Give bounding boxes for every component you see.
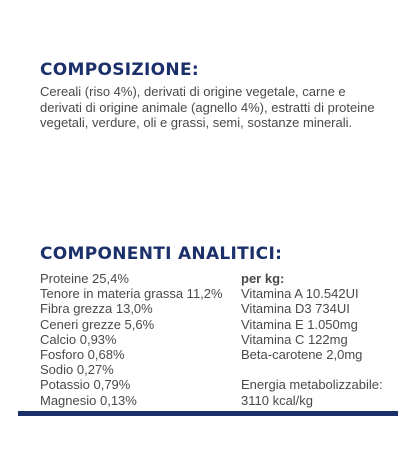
analytic-sodium: Sodio 0,27%: [40, 362, 114, 378]
additive-beta-carotene: Beta-carotene 2,0mg: [241, 347, 363, 363]
analytic-potassium: Potassio 0,79%: [40, 377, 131, 393]
composition-title: COMPOSIZIONE:: [40, 60, 199, 80]
analytic-ash: Ceneri grezze 5,6%: [40, 316, 155, 332]
analytic-magnesium: Magnesio 0,13%: [40, 392, 137, 408]
analytics-left-list: [40, 271, 223, 408]
analytics-right-list: [241, 271, 383, 408]
energy-value: 3110 kcal/kg: [241, 392, 314, 408]
analytic-calcium: Calcio 0,93%: [40, 331, 117, 347]
additive-vitamin-e: Vitamina E 1.050mg: [241, 316, 358, 332]
bottom-divider-bar: [18, 411, 398, 416]
analytic-phosphorus: Fosforo 0,68%: [40, 347, 125, 363]
analytics-title: COMPONENTI ANALITICI:: [40, 244, 283, 264]
energy-label: Energia metabolizzabile:: [241, 377, 383, 393]
spacer: [241, 362, 383, 377]
composition-text: Cereali (riso 4%), derivati di origine vegetale, carne e derivati di origine animale (agnello 4%), estratti di proteine vegetali, verdure, oli e grassi, semi, sostanze minerali.: [40, 84, 375, 130]
additive-vitamin-d3: Vitamina D3 734UI: [241, 301, 350, 317]
per-kg-header: per kg:: [241, 271, 285, 286]
analytic-fiber: Fibra grezza 13,0%: [40, 301, 153, 317]
additive-vitamin-a: Vitamina A 10.542UI: [241, 286, 359, 302]
additive-vitamin-c: Vitamina C 122mg: [241, 331, 348, 347]
analytic-fat: Tenore in materia grassa 11,2%: [40, 286, 223, 302]
analytic-protein: Proteine 25,4%: [40, 271, 129, 286]
